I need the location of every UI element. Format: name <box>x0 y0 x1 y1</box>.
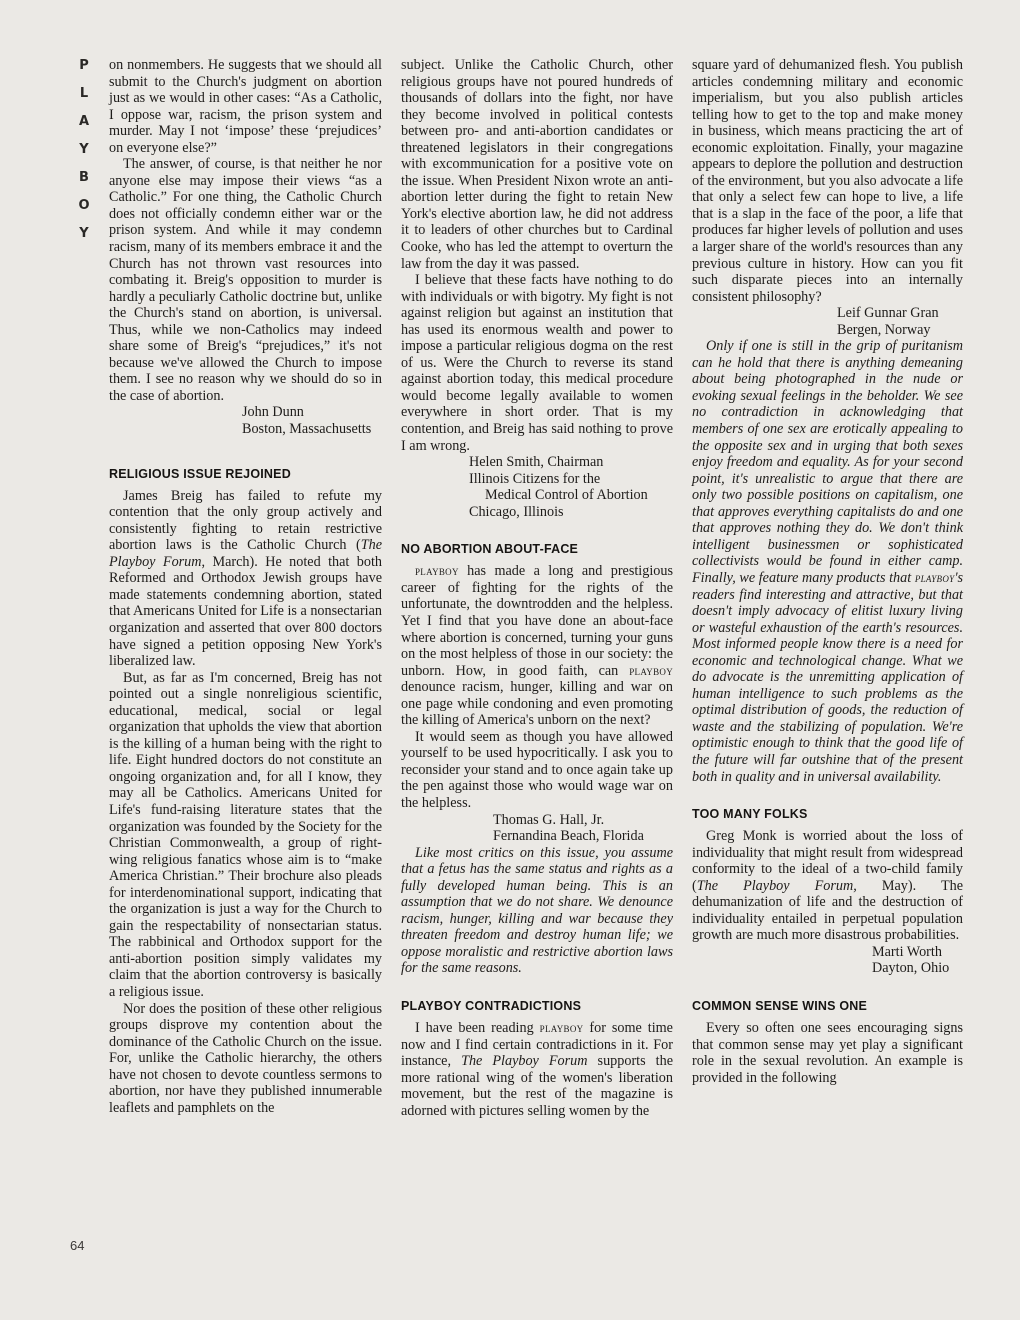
signature <box>692 944 963 977</box>
paragraph-text: has made a long and prestigious career of fighting for the rights of the unfortunate, the downtrodden and the helpless. Yet I find that you have done an about-face where abortion is concerned, turning your guns on the most helpless of those in our society: the unborn. How, in good faith, can <box>401 563 673 679</box>
signature-place: Bergen, Norway <box>837 321 931 338</box>
signature <box>692 305 963 338</box>
section-heading: PLAYBOY CONTRADICTIONS <box>401 998 582 1013</box>
paragraph: Every so often one sees encouraging signs that common sense may yet play a significant role in the sexual revolution. An example is provided in the following <box>692 1019 963 1086</box>
signature-line: Helen Smith, Chairman <box>469 454 604 471</box>
publication-title: The Playboy Forum <box>461 1053 588 1070</box>
publication-title: The Playboy Forum <box>109 537 382 570</box>
paragraph-text: I have been reading <box>415 1019 540 1036</box>
magazine-name: playboy <box>539 1020 584 1035</box>
paragraph-text: denounce racism, hunger, killing and war on one page while condoning and even promoting the killing of America's unborn on the next? <box>401 679 673 729</box>
column-1 <box>109 57 382 1116</box>
signature-place: Dayton, Ohio <box>872 960 950 977</box>
paragraph-text: 's readers find interesting and attractive, but that doesn't imply advocacy of elitist luxury living or wasteful exhaustion of the earth's resources. Most informed people know there is a need for economic and technological change. What we do advocate is the unremitting application of human intelligence to such problems as the optimal distribution of goods, the reduction of waste and the stabilizing of population. We're optimistic enough to think that the good life of the future will far outshine that of the present both in quality and in universal availability. <box>692 569 963 785</box>
paragraph <box>109 488 382 670</box>
paragraph <box>401 1020 673 1119</box>
brand-letter: A <box>78 114 90 129</box>
section-heading: TOO MANY FOLKS <box>692 807 808 822</box>
paragraph: I believe that these facts have nothing to do with individuals or with bigotry. My fight is not against religion but against an institution that has used its enormous wealth and power to impose a particular religious dogma on the rest of us. Were the Church to reverse its stand against abortion today, this medical procedure would become legally available to women everywhere in short order. That is my contention, and Breig has said nothing to prove I am wrong. <box>401 272 673 454</box>
magazine-name: playboy <box>629 663 673 678</box>
paragraph: subject. Unlike the Catholic Church, other religious groups have not poured hundreds of thousands of dollars into the fight, nor have they become involved in political contests between pro- and anti-abortion candidates or threatened legislators in their congregations with excommunication for a positive vote on the issue. When President Nixon wrote an anti-abortion letter during the fight to retain New York's elective abortion law, he did not address it to leaders of other churches but to Cardinal Cooke, who has led the attempt to overturn the law from the day it was passed. <box>401 57 673 272</box>
paragraph: It would seem as though you have allowed yourself to be used hypocritically. I ask you to reconsider your stand and to once again take up the pen against those who would wage war on the helpless. <box>401 728 673 811</box>
magazine-name: playboy <box>415 564 459 579</box>
paragraph-text: for some time now and I find certain contradictions in it. For instance, <box>401 1019 673 1070</box>
editors-reply <box>401 845 673 977</box>
paragraph <box>401 563 673 728</box>
paragraph-text: James Breig has failed to refute my contention that the only group actively and consistently fighting to retain restrictive abortion laws is the Catholic Church (The Playboy Forum, March). He noted that both Reformed and Orthodox Jewish groups have made statements condemning abortion, stated that Americans United for Life is a nonsectarian organization and asserted that over 800 doctors have signed a petition opposing New York's liberalized law. <box>109 487 383 670</box>
paragraph: square yard of dehumanized flesh. You publish articles condemning military and economic imperialism, but you also publish articles telling how to get to the top and make money in business, which means practicing the art of economic exploitation. Finally, your magazine appears to deplore the pollution and destruction of the environment, but you also advocate a life that only a select few can hope to live, a life that is a slap in the face of the poor, a life that produces far higher levels of pollution and uses a larger share of the world's resources than any previous culture in history. How can you fit such disparate pieces into an internally consistent philosophy? <box>692 57 963 305</box>
brand-letter: Y <box>79 142 89 157</box>
signature-line: Illinois Citizens for the <box>469 470 601 487</box>
column-3 <box>692 57 963 1086</box>
page-number: 64 <box>70 1238 85 1253</box>
signature <box>109 404 382 437</box>
signature-line: Chicago, Illinois <box>469 503 564 520</box>
section-heading: RELIGIOUS ISSUE REJOINED <box>109 466 291 481</box>
brand-letter: Y <box>79 226 89 241</box>
signature-name: John Dunn <box>242 404 304 421</box>
column-2 <box>401 57 673 1119</box>
paragraph <box>692 828 963 944</box>
section-heading: NO ABORTION ABOUT-FACE <box>401 542 579 557</box>
paragraph: The answer, of course, is that neither he nor anyone else may impose their views “as a Catholic.” For one thing, the Catholic Church does not officially condemn either war or the prison system. And while it may condemn racism, many of its members embrace it and the Church has not thrown vast resources into combating it. Breig's opposition to murder is hardly a peculiarly Catholic doctrine but, unlike the Church's stand on abortion, is universal. Thus, while we non-Catholics may indeed share some of Breig's “prejudices,” it's not because we've allowed the Church to impose them. I see no reason why we should do so in the case of abortion. <box>109 156 382 404</box>
paragraph-text: Greg Monk is worried about the loss of individuality that might result from widespread conformity to the ideal of a two-child family ( <box>692 828 963 894</box>
paragraph: Like most critics on this issue, you assume that a fetus has the same status and rights as a fully developed human being. This is an assumption that we do not share. We denounce racism, hunger, killing and war because they threaten freedom and destroy human life; we oppose moralistic and restrictive abortion laws for the same reasons. <box>401 844 673 977</box>
brand-letter: B <box>79 170 89 185</box>
magazine-name: playboy <box>914 570 955 585</box>
paragraph-text: May). The dehumanization of life and the destruction of individuality entailed in perpetual population growth are much more disastrous probabilities. <box>692 877 963 944</box>
paragraph: But, as far as I'm concerned, Breig has not pointed out a single nonreligious scientific, educational, medical, social or legal organization that upholds the view that abortion is the killing of a human being with the right to life. Eight hundred doctors do not constitute an ongoing organization and, for all I know, they may all be Catholics. Americans United for Life's fund-raising literature states that the organization was founded by the Society for the Christian Commonwealth, a group of right-wing religious fanatics whose aim is to “make America Christian.” Their brochure also pleads for interdenominational support, indicating that the organization is just a way for the Church to gain the respectability of nonsectarian status. The rabbinical and Orthodox support for the anti-abortion position simply validates my claim that the abortion controversy is basically a religious issue. <box>109 669 382 1000</box>
paragraph: Nor does the position of these other religious groups disprove my contention about the dominance of the Catholic Church on the issue. For, unlike the Catholic hierarchy, the others have not chosen to devote countless sermons to abortion, nor have they published innumerable leaflets and pamphlets on the <box>109 1000 382 1116</box>
signature <box>401 454 673 520</box>
publication-title: The Playboy Forum, <box>696 877 857 894</box>
editors-reply <box>692 338 963 785</box>
signature <box>401 812 673 845</box>
signature-name: Marti Worth <box>872 943 942 960</box>
brand-vertical-text <box>64 52 104 248</box>
section-heading: COMMON SENSE WINS ONE <box>692 998 868 1013</box>
paragraph <box>692 338 963 785</box>
paragraph: on nonmembers. He suggests that we should all submit to the Church's judgment on abortion just as we would in other cases: “As a Catholic, I oppose war, racism, the prison system and murder. May I not ‘impose’ these ‘prejudices’ on everyone else?” <box>109 57 382 156</box>
paragraph-text: Only if one is still in the grip of puritanism can he hold that there is anything demeaning about being photographed in the nude or evoking sexual feelings in the beholder. We see no contradiction in acknowledging that members of one sex are erotically appealing to the opposite sex and in urging that both sexes enjoy freedom and equality. As for your second point, it's unrealistic to argue that there are only two possible positions on capitalism, one that approves everything capitalists do and one that approves nothing they do. We don't think intelligent businessmen or sophisticated collectivists would be found in either camp. Finally, we feature many products that <box>692 338 963 586</box>
signature-place: Fernandina Beach, Florida <box>493 828 644 845</box>
signature-name: Leif Gunnar Gran <box>837 305 939 322</box>
brand-letter: L <box>79 86 89 101</box>
paragraph-text: supports the more rational wing of the women's liberation movement, but the rest of the magazine is adorned with pictures selling women by the <box>401 1053 673 1119</box>
brand-letter: O <box>78 198 90 213</box>
running-head-brand <box>64 52 104 248</box>
signature-name: Thomas G. Hall, Jr. <box>493 811 605 828</box>
signature-line: Medical Control of Abortion <box>485 487 648 504</box>
signature-place: Boston, Massachusetts <box>242 421 372 438</box>
brand-letter: P <box>79 58 89 73</box>
